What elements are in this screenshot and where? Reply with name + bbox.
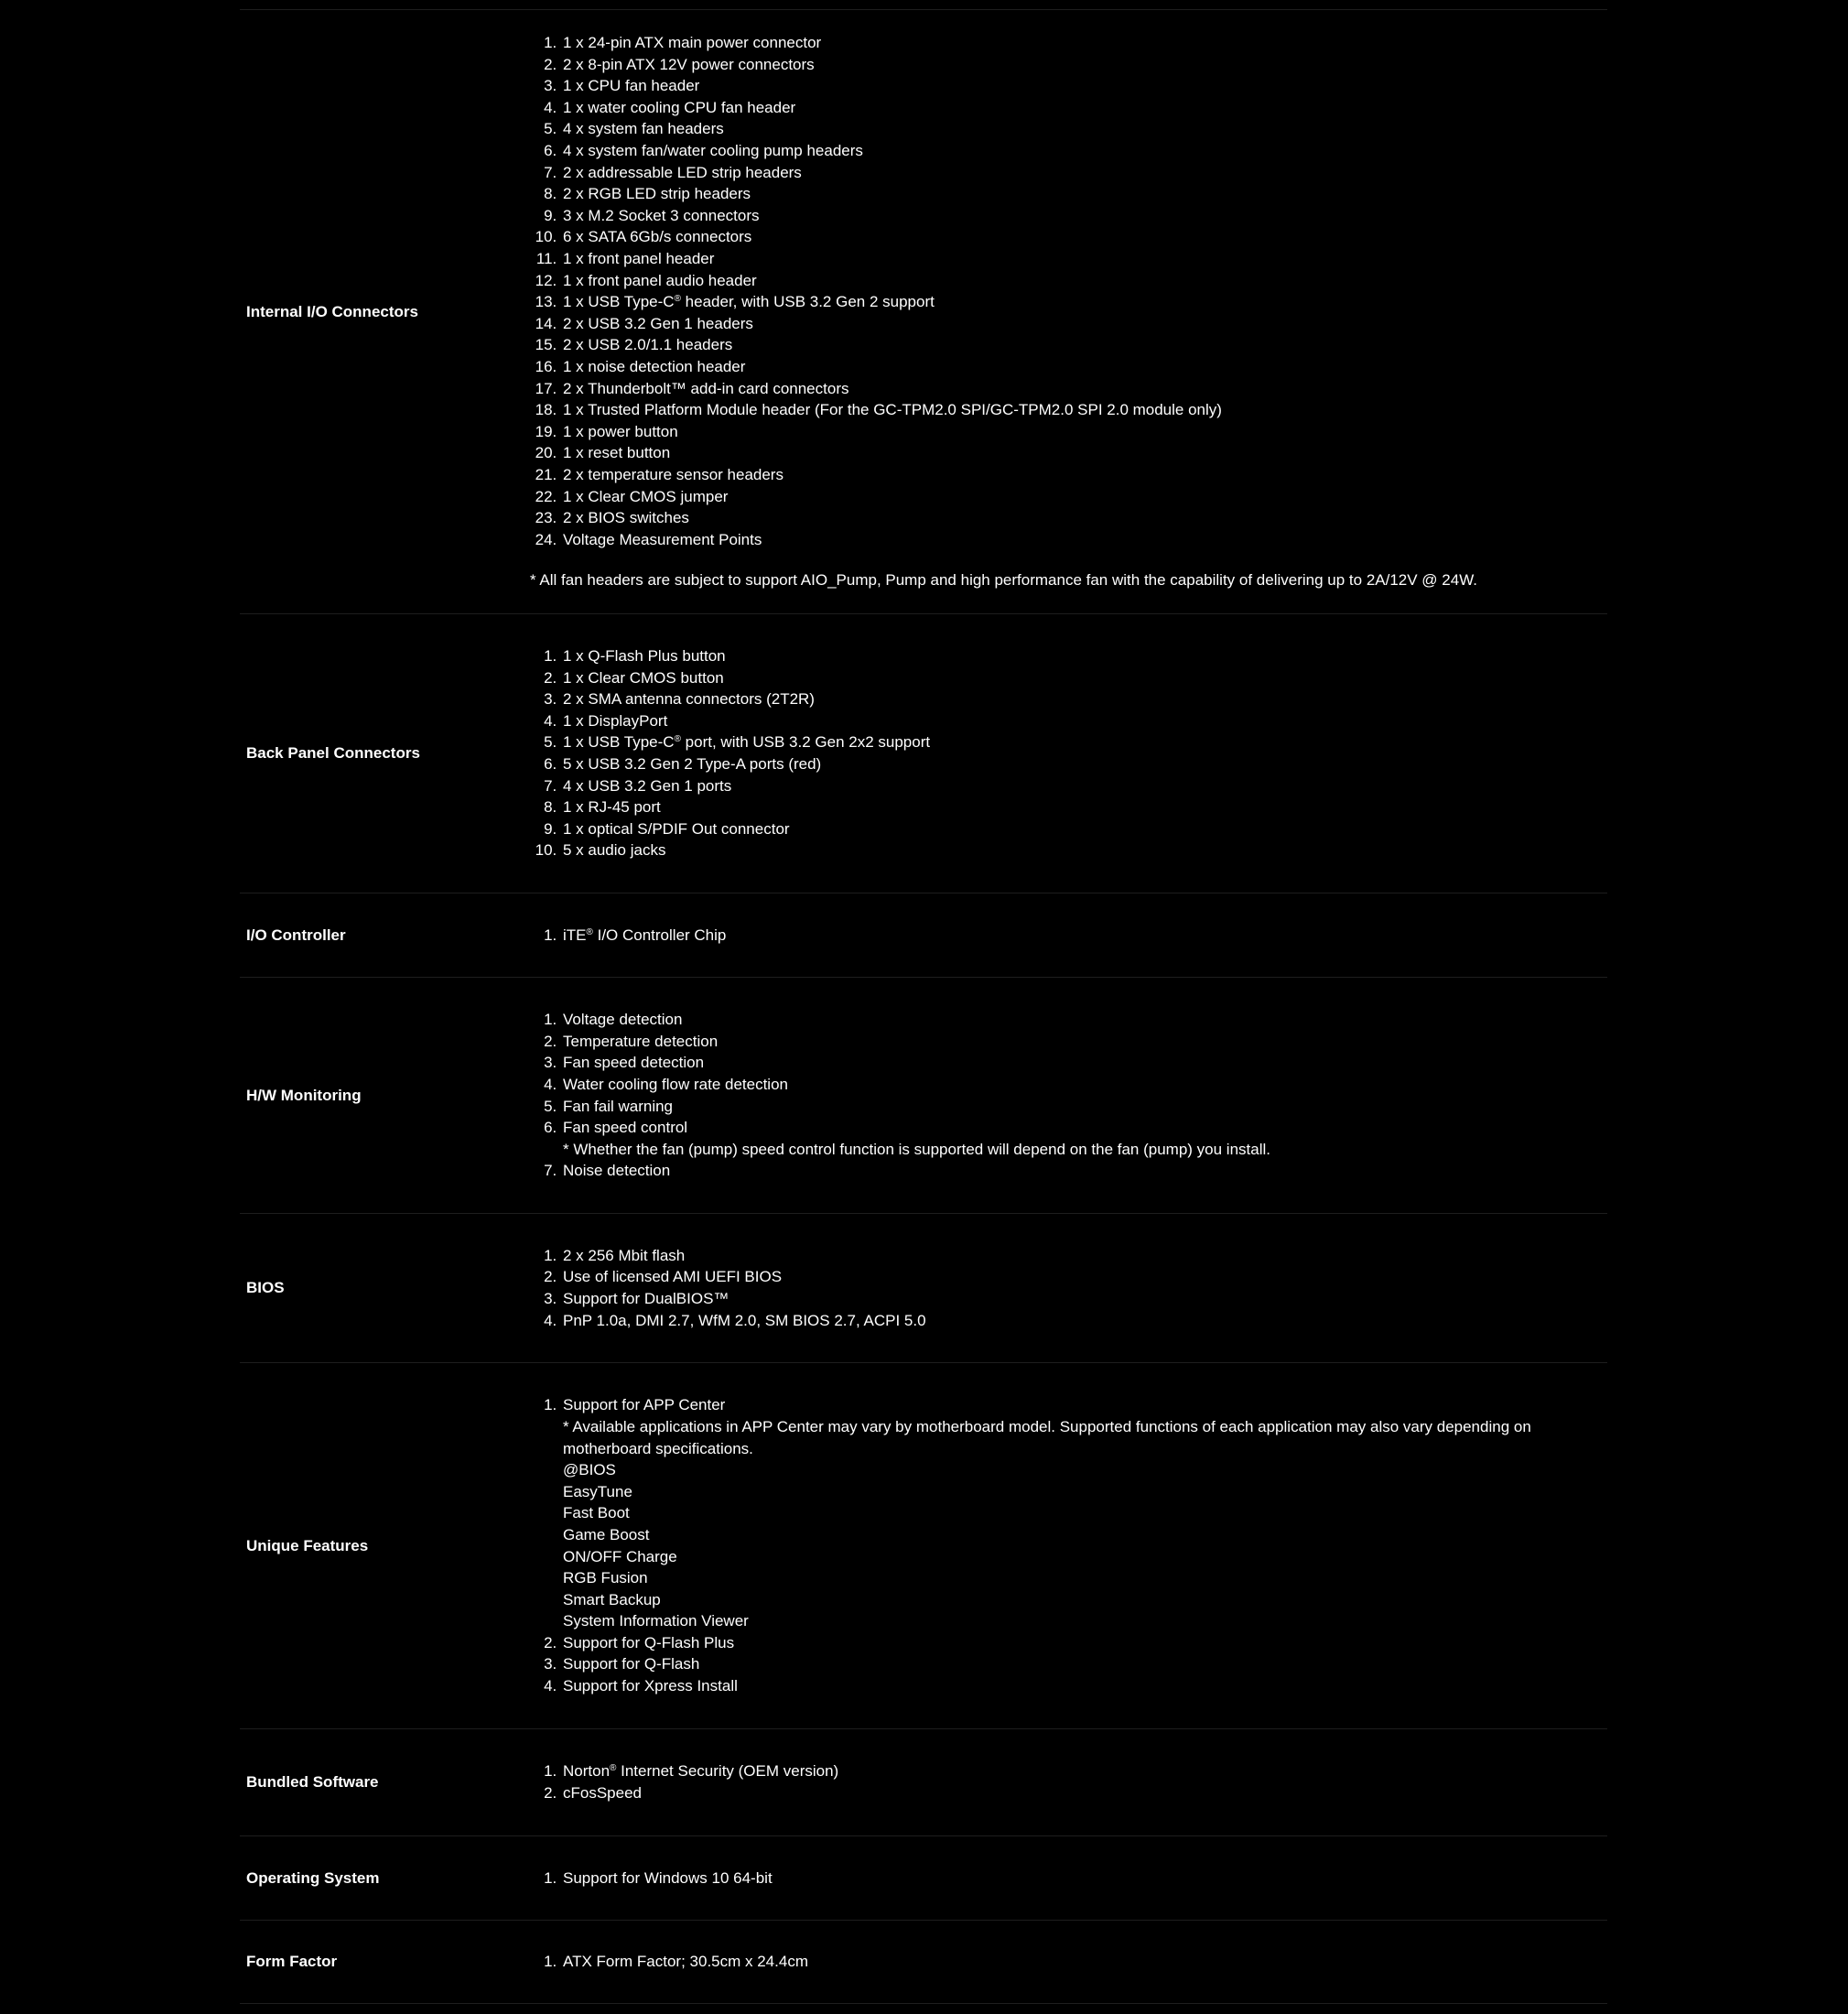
spec-label: Operating System xyxy=(246,1868,380,1887)
spec-item-text: iTE xyxy=(563,926,587,944)
spec-item xyxy=(561,1782,1607,1804)
spec-list xyxy=(519,1951,1607,1973)
spec-item xyxy=(561,1394,1607,1632)
spec-item xyxy=(561,688,1607,710)
spec-item-text: 1 x water cooling CPU fan header xyxy=(563,98,796,116)
spec-list xyxy=(519,1394,1607,1696)
spec-item-text: 2 x Thunderbolt™ add-in card connectors xyxy=(563,379,849,397)
spec-item xyxy=(561,486,1607,508)
spec-item-text: 1 x RJ-45 port xyxy=(563,798,661,817)
registered-mark: ® xyxy=(674,734,681,745)
spec-subitem: EasyTune xyxy=(563,1482,632,1500)
spec-item xyxy=(561,97,1607,119)
spec-content xyxy=(519,1009,1607,1182)
spec-item xyxy=(561,1653,1607,1675)
spec-item xyxy=(561,529,1607,551)
spec-content xyxy=(519,925,1607,947)
spec-item-text-cont: Internet Security (OEM version) xyxy=(616,1762,839,1781)
spec-item xyxy=(561,75,1607,97)
spec-item-text: 5 x USB 3.2 Gen 2 Type-A ports (red) xyxy=(563,755,822,773)
spec-item xyxy=(561,205,1607,227)
spec-label: BIOS xyxy=(246,1279,285,1297)
spec-item-text: 5 x audio jacks xyxy=(563,841,666,860)
spec-item xyxy=(561,1288,1607,1310)
spec-label: Unique Features xyxy=(246,1536,369,1554)
spec-item-text: 1 x DisplayPort xyxy=(563,711,668,730)
spec-row-bios xyxy=(240,1214,1607,1363)
spec-label: Bundled Software xyxy=(246,1773,379,1792)
spec-table xyxy=(240,9,1607,2004)
spec-item-text: 2 x USB 3.2 Gen 1 headers xyxy=(563,314,753,332)
spec-item xyxy=(561,1117,1607,1160)
spec-item xyxy=(561,1632,1607,1654)
spec-subitem: System Information Viewer xyxy=(563,1612,749,1630)
spec-subitem: Smart Backup xyxy=(563,1590,661,1608)
spec-item xyxy=(561,356,1607,378)
spec-item-text: 1 x Clear CMOS jumper xyxy=(563,487,729,505)
spec-item xyxy=(561,464,1607,486)
spec-item xyxy=(561,645,1607,667)
spec-item xyxy=(561,399,1607,421)
spec-item-text: 1 x Clear CMOS button xyxy=(563,668,724,687)
spec-item-text: 1 x power button xyxy=(563,422,678,440)
spec-subitem: @BIOS xyxy=(563,1461,616,1479)
spec-item xyxy=(561,753,1607,775)
spec-item-text: 2 x USB 2.0/1.1 headers xyxy=(563,336,733,354)
spec-row-i-o-controller xyxy=(240,893,1607,978)
spec-item-text: Fan speed detection xyxy=(563,1054,705,1072)
spec-item-text: 4 x system fan/water cooling pump headers xyxy=(563,142,863,160)
spec-subitem: * Available applications in APP Center may vary by motherboard model. Supported functions of each application may also vary depending on motherboard specifications. xyxy=(563,1417,1531,1457)
spec-item-text: 2 x SMA antenna connectors (2T2R) xyxy=(563,690,815,709)
spec-item xyxy=(561,226,1607,248)
spec-item xyxy=(561,1052,1607,1074)
spec-row-bundled-software xyxy=(240,1729,1607,1836)
spec-item xyxy=(561,140,1607,162)
spec-row-internal-i-o-connectors xyxy=(240,10,1607,614)
spec-subitem: * Whether the fan (pump) speed control function is supported will depend on the fan (pump) you install. xyxy=(563,1140,1270,1158)
spec-item-text: cFosSpeed xyxy=(563,1784,642,1802)
spec-item-text: Support for DualBIOS™ xyxy=(563,1290,729,1307)
spec-item xyxy=(561,839,1607,861)
spec-item xyxy=(561,118,1607,140)
spec-item-text: 1 x front panel header xyxy=(563,250,715,268)
spec-item xyxy=(561,32,1607,54)
spec-item-text: 1 x Q-Flash Plus button xyxy=(563,647,726,666)
spec-item xyxy=(561,270,1607,292)
spec-item-text-cont: port, with USB 3.2 Gen 2x2 support xyxy=(680,733,931,752)
spec-content xyxy=(519,645,1607,861)
spec-item-text: Support for Q-Flash xyxy=(563,1655,700,1673)
spec-content xyxy=(519,1868,1607,1889)
spec-item-text: Norton xyxy=(563,1762,611,1781)
spec-item-text: Temperature detection xyxy=(563,1032,719,1050)
spec-row-unique-features xyxy=(240,1363,1607,1729)
spec-subitem: ON/OFF Charge xyxy=(563,1547,677,1565)
spec-item-text: 6 x SATA 6Gb/s connectors xyxy=(563,228,752,246)
spec-item xyxy=(561,1160,1607,1182)
spec-list xyxy=(519,925,1607,947)
spec-item-text: 2 x RGB LED strip headers xyxy=(563,185,751,203)
registered-mark: ® xyxy=(586,926,593,937)
spec-item-text: Noise detection xyxy=(563,1162,671,1180)
spec-row-operating-system xyxy=(240,1836,1607,1921)
spec-label: Internal I/O Connectors xyxy=(246,302,418,320)
spec-item-text: Fan speed control xyxy=(563,1119,688,1137)
spec-item xyxy=(561,183,1607,205)
spec-item xyxy=(561,796,1607,818)
spec-content xyxy=(519,1760,1607,1803)
spec-item xyxy=(561,1951,1607,1973)
spec-row-h-w-monitoring xyxy=(240,978,1607,1214)
spec-item-text: Support for APP Center xyxy=(563,1396,726,1414)
spec-list xyxy=(519,1760,1607,1803)
spec-subitem: Game Boost xyxy=(563,1525,650,1543)
spec-item-text: 2 x 8-pin ATX 12V power connectors xyxy=(563,55,815,73)
spec-item-text: PnP 1.0a, DMI 2.7, WfM 2.0, SM BIOS 2.7, ACPI 5.0 xyxy=(563,1311,926,1329)
spec-item xyxy=(561,1009,1607,1031)
spec-item xyxy=(561,334,1607,356)
spec-item-text: Fan fail warning xyxy=(563,1097,674,1115)
spec-item xyxy=(561,731,1607,753)
spec-item xyxy=(561,710,1607,732)
spec-item-text: 1 x noise detection header xyxy=(563,357,746,375)
spec-item-text: Use of licensed AMI UEFI BIOS xyxy=(563,1268,783,1286)
spec-item-text: 1 x Trusted Platform Module header (For the GC-TPM2.0 SPI/GC-TPM2.0 SPI 2.0 module only) xyxy=(563,401,1222,419)
spec-content xyxy=(519,1245,1607,1331)
spec-item-text: 2 x 256 Mbit flash xyxy=(563,1246,686,1264)
spec-subitem: Fast Boot xyxy=(563,1504,630,1522)
spec-item xyxy=(561,248,1607,270)
spec-item xyxy=(561,291,1607,313)
spec-item-text: 4 x USB 3.2 Gen 1 ports xyxy=(563,776,732,795)
registered-mark: ® xyxy=(674,294,681,305)
spec-item-text: 1 x optical S/PDIF Out connector xyxy=(563,819,790,838)
spec-item-text: 1 x front panel audio header xyxy=(563,271,757,289)
spec-list xyxy=(519,1245,1607,1331)
spec-item xyxy=(561,378,1607,400)
spec-item-text: 1 x reset button xyxy=(563,444,671,462)
spec-item-text: 3 x M.2 Socket 3 connectors xyxy=(563,206,760,224)
spec-item-text-cont: I/O Controller Chip xyxy=(592,926,727,944)
spec-item xyxy=(561,1760,1607,1782)
spec-item xyxy=(561,1074,1607,1096)
spec-item-text: Support for Xpress Install xyxy=(563,1677,738,1695)
spec-list xyxy=(519,32,1607,550)
spec-item-text: Water cooling flow rate detection xyxy=(563,1075,788,1093)
spec-item-text: 2 x temperature sensor headers xyxy=(563,465,784,483)
spec-item xyxy=(561,1031,1607,1053)
spec-content xyxy=(519,32,1607,591)
spec-item xyxy=(561,775,1607,797)
spec-item-text: 1 x CPU fan header xyxy=(563,77,700,95)
registered-mark: ® xyxy=(610,1763,617,1774)
spec-item xyxy=(561,1245,1607,1267)
spec-footnote: * All fan headers are subject to support AIO_Pump, Pump and high performance fan with the capability of delivering up to 2A/12V @ 24W. xyxy=(530,571,1478,590)
spec-item-text: Voltage detection xyxy=(563,1011,683,1029)
spec-content xyxy=(519,1951,1607,1973)
spec-content xyxy=(519,1394,1607,1696)
spec-item-text: Voltage Measurement Points xyxy=(563,530,762,548)
spec-label: Form Factor xyxy=(246,1953,338,1971)
spec-item xyxy=(561,54,1607,76)
spec-row-back-panel-connectors xyxy=(240,614,1607,893)
spec-item xyxy=(561,313,1607,335)
spec-item xyxy=(561,818,1607,840)
spec-item-text: 1 x USB Type-C xyxy=(563,293,675,311)
spec-item xyxy=(561,1266,1607,1288)
spec-item xyxy=(561,1868,1607,1889)
spec-item-text: 2 x addressable LED strip headers xyxy=(563,163,802,181)
spec-row-form-factor xyxy=(240,1921,1607,2004)
spec-item xyxy=(561,1096,1607,1118)
spec-item xyxy=(561,162,1607,184)
spec-subitem: RGB Fusion xyxy=(563,1569,648,1587)
spec-item-text: 2 x BIOS switches xyxy=(563,509,689,527)
spec-list xyxy=(519,645,1607,861)
spec-item xyxy=(561,667,1607,689)
spec-item-text: 1 x 24-pin ATX main power connector xyxy=(563,34,822,52)
spec-item-text: Support for Q-Flash Plus xyxy=(563,1633,735,1651)
spec-list xyxy=(519,1868,1607,1889)
spec-item xyxy=(561,507,1607,529)
spec-item-text-cont: header, with USB 3.2 Gen 2 support xyxy=(680,293,935,311)
spec-item-text: 1 x USB Type-C xyxy=(563,733,675,752)
spec-item xyxy=(561,442,1607,464)
spec-item xyxy=(561,1310,1607,1332)
spec-item-text: Support for Windows 10 64-bit xyxy=(563,1868,773,1887)
spec-label: Back Panel Connectors xyxy=(246,744,420,763)
spec-item-text: 4 x system fan headers xyxy=(563,120,724,138)
spec-item-text: ATX Form Factor; 30.5cm x 24.4cm xyxy=(563,1953,808,1971)
spec-item xyxy=(561,421,1607,443)
spec-list xyxy=(519,1009,1607,1182)
spec-item xyxy=(561,1675,1607,1697)
spec-item xyxy=(561,925,1607,947)
spec-label: H/W Monitoring xyxy=(246,1086,362,1104)
spec-label: I/O Controller xyxy=(246,926,346,944)
